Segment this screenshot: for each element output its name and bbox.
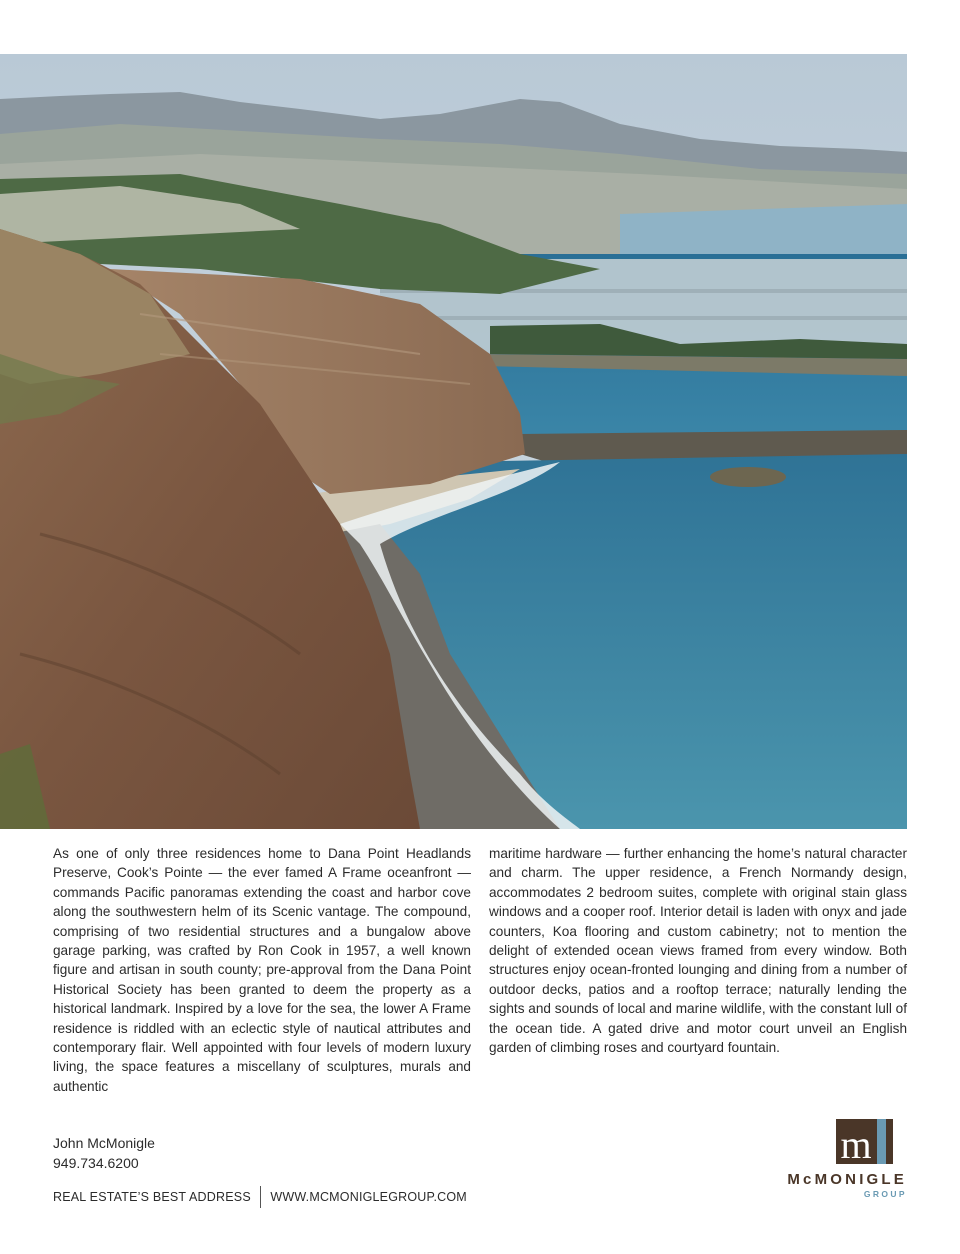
coastline-photo	[0, 54, 907, 829]
logo-mark-icon	[836, 1119, 893, 1164]
footer-divider	[260, 1186, 262, 1208]
coastline-illustration	[0, 54, 907, 829]
footer-tagline: REAL ESTATE’S BEST ADDRESS	[53, 1190, 251, 1204]
agent-name: John McMonigle	[53, 1135, 155, 1151]
logo-mark-letter: m	[840, 1122, 872, 1164]
footer-website-link[interactable]: WWW.MCMONIGLEGROUP.COM	[270, 1190, 467, 1204]
logo-group: GROUP	[863, 1189, 907, 1199]
mcmonigle-logo	[755, 1119, 907, 1201]
article-body	[53, 844, 907, 1096]
article-column-right: maritime hardware — further enhancing the home’s natural character and charm. The upper residence, a French Normandy design, accommodates 2 bedroom suites, complete with original stain glass windows and a cooper roof. Interior detail is laden with onyx and jade counters, Koa flooring and custom cabinetry; not to mention the delight of extended ocean views framed from every window. Both structures enjoy ocean-fronted lounging and dining from a number of outdoor decks, patios and a rooftop terrace; naturally lending the sights and sounds of local and marine wildlife, with the constant lull of the ocean tide. A gated drive and motor court unveil an English garden of climbing roses and courtyard fountain.	[489, 846, 907, 1056]
article-column-left: As one of only three residences home to Dana Point Headlands Preserve, Cook’s Pointe — the ever famed A Frame oceanfront — commands Pacific panoramas extending the coast and harbor cove along the southwestern helm of its Scenic vantage. The compound, comprising of two residential structures and a bungalow above garage parking, was crafted by Ron Cook in 1957, a well known figure and artisan in south county; pre-approval from the Dana Point Historical Society has been granted to deem the property as a historical landmark. Inspired by a love for the sea, the lower A Frame residence is riddled with an eclectic style of nautical attributes and contemporary flair. Well appointed with four levels of modern luxury living, the space features a miscellany of sculptures, murals and authentic	[53, 846, 471, 1094]
logo-name: McMONIGLE	[787, 1171, 907, 1188]
agent-phone: 949.734.6200	[53, 1154, 139, 1171]
footer	[53, 1186, 467, 1208]
agent-contact	[53, 1134, 155, 1173]
